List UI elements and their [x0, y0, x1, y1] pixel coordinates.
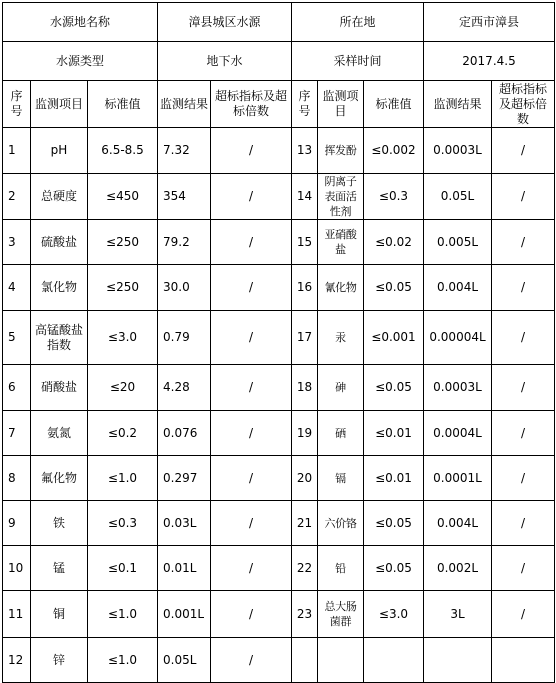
source-type-label: 水源类型	[3, 42, 158, 81]
cell-result-left: 0.03L	[158, 501, 211, 546]
cell-seq-right: 22	[292, 546, 318, 591]
cell-exceed-left: /	[211, 638, 292, 683]
cell-exceed-right: /	[492, 501, 555, 546]
source-name-label: 水源地名称	[3, 3, 158, 42]
cell-result-right: 0.0001L	[424, 456, 492, 501]
cell-item-right: 硒	[318, 411, 364, 456]
cell-standard-left: ≤250	[88, 220, 158, 265]
cell-item-left: 氯化物	[31, 265, 88, 311]
cell-result-left: 4.28	[158, 365, 211, 411]
cell-exceed-left: /	[211, 501, 292, 546]
cell-seq-right: 16	[292, 265, 318, 311]
cell-standard-left: ≤450	[88, 174, 158, 220]
cell-seq-left: 10	[3, 546, 31, 591]
cell-exceed-right: /	[492, 311, 555, 365]
cell-result-left: 79.2	[158, 220, 211, 265]
source-type-value: 地下水	[158, 42, 292, 81]
cell-result-right: 0.0003L	[424, 128, 492, 174]
cell-result-left: 354	[158, 174, 211, 220]
table-row	[3, 456, 555, 501]
cell-exceed-right: /	[492, 265, 555, 311]
cell-item-right: 阴离子表面活性剂	[318, 174, 364, 220]
cell-seq-left: 1	[3, 128, 31, 174]
col-header-item-right: 监测项目	[318, 81, 364, 128]
cell-seq-right: 19	[292, 411, 318, 456]
cell-standard-right: ≤0.01	[364, 456, 424, 501]
sampling-time-label: 采样时间	[292, 42, 424, 81]
cell-seq-left: 12	[3, 638, 31, 683]
header-row-source	[3, 3, 555, 42]
cell-result-right: 0.004L	[424, 501, 492, 546]
cell-exceed-right: /	[492, 220, 555, 265]
sampling-time-value: 2017.4.5	[424, 42, 555, 81]
cell-item-left: pH	[31, 128, 88, 174]
cell-exceed-right: /	[492, 174, 555, 220]
cell-seq-left: 9	[3, 501, 31, 546]
cell-result-left: 7.32	[158, 128, 211, 174]
cell-item-right: 挥发酚	[318, 128, 364, 174]
cell-seq-left: 4	[3, 265, 31, 311]
cell-exceed-left: /	[211, 365, 292, 411]
cell-result-left: 30.0	[158, 265, 211, 311]
cell-standard-left: ≤1.0	[88, 638, 158, 683]
cell-standard-right: ≤0.002	[364, 128, 424, 174]
cell-standard-left: ≤0.3	[88, 501, 158, 546]
cell-standard-right: ≤0.05	[364, 265, 424, 311]
col-header-standard-right: 标准值	[364, 81, 424, 128]
cell-item-right: 砷	[318, 365, 364, 411]
cell-standard-left: 6.5-8.5	[88, 128, 158, 174]
cell-result-right: 0.0003L	[424, 365, 492, 411]
cell-standard-left: ≤250	[88, 265, 158, 311]
cell-seq-left: 6	[3, 365, 31, 411]
cell-seq-right: 20	[292, 456, 318, 501]
cell-seq-left: 2	[3, 174, 31, 220]
cell-item-right: 汞	[318, 311, 364, 365]
table-row	[3, 220, 555, 265]
cell-standard-right: ≤0.001	[364, 311, 424, 365]
col-header-exceed-left: 超标指标及超标倍数	[211, 81, 292, 128]
cell-item-right: 铅	[318, 546, 364, 591]
table-row	[3, 128, 555, 174]
cell-result-left: 0.79	[158, 311, 211, 365]
cell-result-left: 0.001L	[158, 591, 211, 638]
water-quality-table	[2, 2, 555, 683]
col-header-seq-right: 序号	[292, 81, 318, 128]
cell-exceed-left: /	[211, 174, 292, 220]
cell-exceed-left: /	[211, 456, 292, 501]
table-row	[3, 365, 555, 411]
cell-exceed-right: /	[492, 365, 555, 411]
cell-result-right	[424, 638, 492, 683]
cell-seq-right: 15	[292, 220, 318, 265]
table-row	[3, 265, 555, 311]
cell-item-right: 镉	[318, 456, 364, 501]
cell-exceed-right: /	[492, 546, 555, 591]
cell-seq-right: 23	[292, 591, 318, 638]
cell-item-left: 高锰酸盐指数	[31, 311, 88, 365]
col-header-seq-left: 序号	[3, 81, 31, 128]
cell-seq-left: 11	[3, 591, 31, 638]
cell-exceed-left: /	[211, 591, 292, 638]
col-header-standard-left: 标准值	[88, 81, 158, 128]
cell-exceed-left: /	[211, 220, 292, 265]
cell-standard-right: ≤0.01	[364, 411, 424, 456]
col-header-item-left: 监测项目	[31, 81, 88, 128]
table-row	[3, 591, 555, 638]
cell-item-left: 氟化物	[31, 456, 88, 501]
cell-seq-left: 7	[3, 411, 31, 456]
cell-seq-right	[292, 638, 318, 683]
cell-standard-right: ≤0.3	[364, 174, 424, 220]
col-header-result-left: 监测结果	[158, 81, 211, 128]
cell-standard-right: ≤0.05	[364, 501, 424, 546]
cell-seq-left: 8	[3, 456, 31, 501]
cell-item-right: 六价铬	[318, 501, 364, 546]
cell-item-left: 氨氮	[31, 411, 88, 456]
cell-item-left: 硝酸盐	[31, 365, 88, 411]
cell-result-right: 0.00004L	[424, 311, 492, 365]
cell-result-left: 0.01L	[158, 546, 211, 591]
cell-result-right: 3L	[424, 591, 492, 638]
cell-exceed-left: /	[211, 411, 292, 456]
cell-result-right: 0.005L	[424, 220, 492, 265]
cell-result-right: 0.004L	[424, 265, 492, 311]
cell-result-left: 0.05L	[158, 638, 211, 683]
cell-item-left: 铜	[31, 591, 88, 638]
cell-exceed-right: /	[492, 591, 555, 638]
cell-item-left: 总硬度	[31, 174, 88, 220]
cell-exceed-left: /	[211, 128, 292, 174]
cell-standard-right: ≤0.05	[364, 546, 424, 591]
location-label: 所在地	[292, 3, 424, 42]
cell-seq-right: 14	[292, 174, 318, 220]
cell-seq-right: 18	[292, 365, 318, 411]
location-value: 定西市漳县	[424, 3, 555, 42]
header-row-type	[3, 42, 555, 81]
cell-item-left: 铁	[31, 501, 88, 546]
cell-exceed-right: /	[492, 411, 555, 456]
cell-item-left: 锌	[31, 638, 88, 683]
table-row	[3, 411, 555, 456]
cell-exceed-left: /	[211, 311, 292, 365]
cell-exceed-left: /	[211, 546, 292, 591]
col-header-result-right: 监测结果	[424, 81, 492, 128]
cell-standard-right: ≤3.0	[364, 591, 424, 638]
cell-seq-right: 17	[292, 311, 318, 365]
cell-item-right	[318, 638, 364, 683]
cell-seq-left: 3	[3, 220, 31, 265]
cell-standard-right: ≤0.02	[364, 220, 424, 265]
cell-exceed-right: /	[492, 456, 555, 501]
cell-item-right: 氰化物	[318, 265, 364, 311]
table-row	[3, 501, 555, 546]
source-name-value: 漳县城区水源	[158, 3, 292, 42]
cell-exceed-left: /	[211, 265, 292, 311]
cell-standard-left: ≤1.0	[88, 591, 158, 638]
cell-standard-right	[364, 638, 424, 683]
cell-standard-left: ≤0.1	[88, 546, 158, 591]
cell-standard-left: ≤1.0	[88, 456, 158, 501]
cell-item-left: 硫酸盐	[31, 220, 88, 265]
cell-exceed-right: /	[492, 128, 555, 174]
table-row	[3, 546, 555, 591]
cell-item-left: 锰	[31, 546, 88, 591]
cell-seq-right: 21	[292, 501, 318, 546]
cell-seq-right: 13	[292, 128, 318, 174]
cell-seq-left: 5	[3, 311, 31, 365]
cell-result-right: 0.05L	[424, 174, 492, 220]
cell-standard-right: ≤0.05	[364, 365, 424, 411]
cell-item-right: 亚硝酸盐	[318, 220, 364, 265]
cell-result-left: 0.297	[158, 456, 211, 501]
cell-result-left: 0.076	[158, 411, 211, 456]
cell-item-right: 总大肠菌群	[318, 591, 364, 638]
cell-exceed-right	[492, 638, 555, 683]
cell-standard-left: ≤20	[88, 365, 158, 411]
cell-standard-left: ≤0.2	[88, 411, 158, 456]
table-row	[3, 311, 555, 365]
water-quality-table-sheet	[2, 2, 555, 683]
cell-result-right: 0.0004L	[424, 411, 492, 456]
col-header-exceed-right: 超标指标及超标倍数	[492, 81, 555, 128]
cell-standard-left: ≤3.0	[88, 311, 158, 365]
table-row	[3, 638, 555, 683]
cell-result-right: 0.002L	[424, 546, 492, 591]
table-row	[3, 174, 555, 220]
column-header-row	[3, 81, 555, 128]
